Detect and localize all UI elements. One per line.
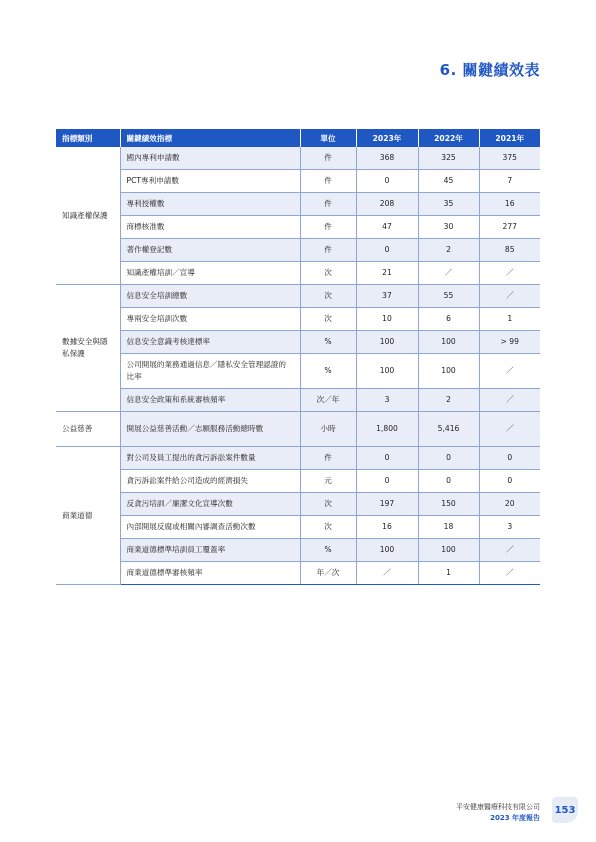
value-2023-cell: ／ (356, 562, 418, 585)
value-2021-cell: 0 (479, 470, 540, 493)
value-2022-cell: 150 (418, 493, 479, 516)
indicator-cell: PCT專利申請數 (120, 170, 300, 193)
unit-cell: % (300, 354, 356, 389)
table-row (56, 147, 540, 170)
unit-cell: 小時 (300, 412, 356, 447)
unit-cell: 次 (300, 308, 356, 331)
indicator-cell: 國內專利申請數 (120, 147, 300, 170)
header-2023: 2023年 (356, 129, 418, 147)
value-2021-cell: ／ (479, 262, 540, 285)
value-2023-cell: 47 (356, 216, 418, 239)
indicator-cell: 著作權登記數 (120, 239, 300, 262)
value-2023-cell: 100 (356, 539, 418, 562)
value-2022-cell: 0 (418, 447, 479, 470)
table-row (56, 516, 540, 539)
unit-cell: 件 (300, 147, 356, 170)
unit-cell: 件 (300, 447, 356, 470)
unit-cell: 元 (300, 470, 356, 493)
header-indicator: 關鍵績效指標 (120, 129, 300, 147)
indicator-cell: 公司開展的業務通過信息／隱私安全管理認證的比率 (120, 354, 300, 389)
table-row (56, 285, 540, 308)
value-2021-cell: 16 (479, 193, 540, 216)
value-2022-cell: 0 (418, 470, 479, 493)
table-row (56, 562, 540, 585)
unit-cell: 件 (300, 239, 356, 262)
table-header-row (56, 129, 540, 147)
value-2022-cell: 2 (418, 389, 479, 412)
value-2022-cell: 2 (418, 239, 479, 262)
category-cell: 知識產權保護 (56, 147, 120, 285)
footer-company: 平安健康醫療科技有限公司 (456, 803, 540, 811)
table-row (56, 447, 540, 470)
value-2022-cell: 325 (418, 147, 479, 170)
indicator-cell: 反貪污培訓／廉潔文化宣導次數 (120, 493, 300, 516)
table-row (56, 170, 540, 193)
indicator-cell: 貪污訴訟案件給公司造成的經濟損失 (120, 470, 300, 493)
value-2022-cell: 55 (418, 285, 479, 308)
value-2023-cell: 100 (356, 331, 418, 354)
indicator-cell: 內部開展反腐或相關內審調查活動次數 (120, 516, 300, 539)
value-2022-cell: 1 (418, 562, 479, 585)
value-2022-cell: 100 (418, 354, 479, 389)
value-2021-cell: 7 (479, 170, 540, 193)
indicator-cell: 信息安全意識考核達標率 (120, 331, 300, 354)
indicator-cell: 開展公益慈善活動／志願服務活動總時數 (120, 412, 300, 447)
value-2023-cell: 100 (356, 354, 418, 389)
value-2021-cell: ／ (479, 412, 540, 447)
indicator-cell: 信息安全培訓總數 (120, 285, 300, 308)
table-row (56, 239, 540, 262)
header-2021: 2021年 (479, 129, 540, 147)
value-2021-cell: ／ (479, 285, 540, 308)
value-2023-cell: 0 (356, 170, 418, 193)
value-2023-cell: 208 (356, 193, 418, 216)
unit-cell: 次／年 (300, 389, 356, 412)
indicator-cell: 專兩安全培訓次數 (120, 308, 300, 331)
value-2022-cell: 45 (418, 170, 479, 193)
indicator-cell: 信息安全政策和系統審核頻率 (120, 389, 300, 412)
value-2022-cell: 6 (418, 308, 479, 331)
value-2021-cell: ／ (479, 562, 540, 585)
value-2023-cell: 368 (356, 147, 418, 170)
header-category: 指標類別 (56, 129, 120, 147)
table-row (56, 193, 540, 216)
footer-report-title: 2023 年度報告 (490, 814, 540, 822)
value-2021-cell: 85 (479, 239, 540, 262)
table-row (56, 331, 540, 354)
table-row (56, 389, 540, 412)
indicator-cell: 商業道德標準審核頻率 (120, 562, 300, 585)
value-2022-cell: 100 (418, 331, 479, 354)
value-2023-cell: 37 (356, 285, 418, 308)
value-2021-cell: 375 (479, 147, 540, 170)
page-title: 6. 關鍵績效表 (439, 61, 540, 79)
unit-cell: 次 (300, 516, 356, 539)
value-2021-cell: 0 (479, 447, 540, 470)
unit-cell: 次 (300, 262, 356, 285)
value-2022-cell: 18 (418, 516, 479, 539)
category-cell: 數據安全與隱私保護 (56, 285, 120, 412)
unit-cell: % (300, 539, 356, 562)
value-2021-cell: ／ (479, 389, 540, 412)
unit-cell: 次 (300, 285, 356, 308)
value-2021-cell: 20 (479, 493, 540, 516)
table-row (56, 354, 540, 389)
indicator-cell: 對公司及員工提出的貪污訴訟案件數量 (120, 447, 300, 470)
kpi-table-body (56, 147, 540, 585)
table-row (56, 470, 540, 493)
unit-cell: 年／次 (300, 562, 356, 585)
value-2021-cell: > 99 (479, 331, 540, 354)
value-2023-cell: 197 (356, 493, 418, 516)
value-2023-cell: 0 (356, 447, 418, 470)
value-2023-cell: 0 (356, 239, 418, 262)
indicator-cell: 知識產權培訓／宣導 (120, 262, 300, 285)
table-row (56, 412, 540, 447)
page-number: 153 (552, 797, 578, 823)
value-2022-cell: 30 (418, 216, 479, 239)
unit-cell: 次 (300, 493, 356, 516)
header-unit: 單位 (300, 129, 356, 147)
value-2022-cell: 100 (418, 539, 479, 562)
table-row (56, 493, 540, 516)
indicator-cell: 商業道德標準培訓員工覆蓋率 (120, 539, 300, 562)
indicator-cell: 專利授權數 (120, 193, 300, 216)
value-2023-cell: 0 (356, 470, 418, 493)
indicator-cell: 商標核准數 (120, 216, 300, 239)
value-2021-cell: ／ (479, 539, 540, 562)
value-2022-cell: ／ (418, 262, 479, 285)
value-2023-cell: 21 (356, 262, 418, 285)
table-row (56, 308, 540, 331)
value-2023-cell: 1,800 (356, 412, 418, 447)
category-cell: 商業道德 (56, 447, 120, 585)
value-2023-cell: 3 (356, 389, 418, 412)
table-row (56, 262, 540, 285)
value-2023-cell: 16 (356, 516, 418, 539)
unit-cell: 件 (300, 216, 356, 239)
header-2022: 2022年 (418, 129, 479, 147)
unit-cell: 件 (300, 193, 356, 216)
value-2021-cell: 3 (479, 516, 540, 539)
value-2022-cell: 5,416 (418, 412, 479, 447)
unit-cell: 件 (300, 170, 356, 193)
unit-cell: % (300, 331, 356, 354)
value-2022-cell: 35 (418, 193, 479, 216)
value-2021-cell: 1 (479, 308, 540, 331)
category-cell: 公益慈善 (56, 412, 120, 447)
kpi-table (56, 129, 540, 585)
table-row (56, 539, 540, 562)
value-2021-cell: ／ (479, 354, 540, 389)
table-row (56, 216, 540, 239)
value-2021-cell: 277 (479, 216, 540, 239)
value-2023-cell: 10 (356, 308, 418, 331)
